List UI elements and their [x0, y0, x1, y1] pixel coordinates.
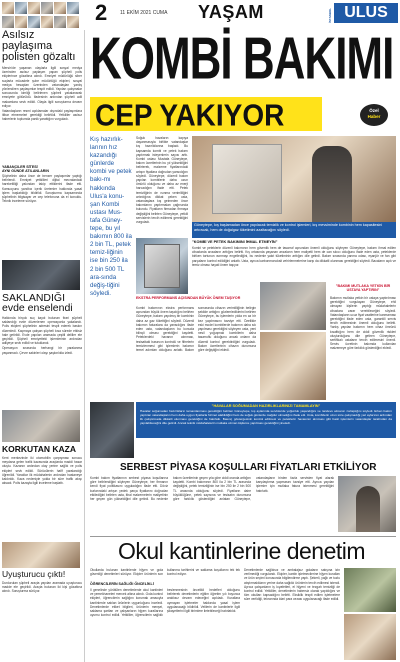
story1-subhead2: AYNI GÜNDE ATILANLARIN — [2, 169, 49, 173]
repair-photo — [260, 282, 326, 330]
usta-portrait-figure — [356, 486, 380, 532]
main-photo-figure — [312, 146, 352, 222]
header-thumb — [54, 16, 66, 28]
main-photo — [192, 136, 396, 222]
masthead-prefix: İSTANBUL — [328, 8, 332, 23]
main-article-col1: Soğuk havaların kapıya dayanmasıyla birlikte vatandaşlar kış hazırlıklarına başladı. Bu kapsamda kombi ve petek bakımı yaptırmak isteyenlerin sayısı arttı. Kombi ustası Mustafa Güneytepe, bakım ücretlerinin bu yıl yükseldiğini belirterek, malzeme fiyatlarındaki artışın fiyatlara doğrudan yansıdığını söyledi. Güneytepe, düzenli bakım yapılan kombilerin daha uzun ömürlü olduğunu ve daha az enerji harcadığını ifade etti. Petek temizliğinin de ısınma verimliliğini artırdığına dikkat çeken usta, vatandaşlara kış gelmeden önce bakımlarını yaptırmaları çağrısında bulundu. Fiyatların firmadan firmaya değiştiğini belirten Güneytepe, yetkili servislerin tercih edilmesi gerektiğini vurguladı. — [136, 136, 188, 225]
story3-photo — [2, 410, 80, 442]
story4-body: Durdurulan şüpheli araçta yapılan aramada uyuşturucu madde ele geçirildi. Araçta bulunan iki kişi gözaltına alındı. Soruşturma sürüyor. — [2, 581, 82, 594]
column-divider — [84, 30, 85, 662]
header-thumb — [67, 16, 79, 28]
story2-title: SAKLANDIĞI evde enselendi — [2, 292, 73, 314]
story3-body: Kent merkezinde iki otomobilin çarpışması sonucu meydana gelen trafik kazasında araçlarda maddi hasar oluştu. Kazanın ardından olay yerine sağlık ve polis ekipleri sevk edildi. Sürücülerin hafif yaralandığı öğrenildi. Yaralılar ilk müdahalenin ardından hastaneye kaldırıldı. Kaza nedeniyle yolda bir süre trafik akışı aksadı. Polis kazayla ilgili inceleme başlattı. — [2, 456, 82, 486]
story3-title: KORKUTAN KAZA — [2, 444, 76, 454]
sub4: "HAVALAR SOĞUMADAN HAZIRLIKLARINIZI TAMAMLAYIN" — [211, 404, 321, 408]
main-headline: KOMBİ BAKIMI — [90, 25, 394, 93]
usta-portrait-photo — [338, 476, 396, 532]
header-thumb — [67, 2, 79, 14]
canteen-photo-2 — [344, 614, 396, 660]
header-thumb — [2, 16, 14, 28]
masthead: ULUS — [344, 4, 388, 21]
header-thumb — [15, 2, 27, 14]
bottom-headline: Okul kantinlerine denetim — [118, 538, 366, 564]
section-title: YAŞAM — [198, 2, 264, 22]
header-thumb — [28, 2, 40, 14]
page-date: 11 EKİM 2021 CUMA — [120, 10, 168, 16]
sub3: "BAKIMI MUTLAKA YETKİN BİR USTAYA YAPTIRIN" — [335, 284, 391, 293]
sub4-body: Havalar soğumadan hazırlıkların tamamlanması gerektiğini belirten Güneytepe, kış aylarında servislerde yoğunluk yaşandığını ve randevu almanın zorlaştığını söyledi. Erken bakım yaptıran vatandaşların hem daha uygun fiyatlarla hizmet alabildiğini hem de soğuk günlerde mağdur olmadığını ifade etti. Usta, kombilerin uzun süre çalışmadığı yaz aylarının ardından ilk çalıştırmada dikkatli olunması gerektiğini de hatırlattı. Basınç göstergesinin kontrol edilmesi ve peteklerin havasının alınması gibi basit işlemlerin vatandaşlar tarafından da yapılabileceğini dile getirdi. Ancak teknik müdahalelerin mutlaka uzman kişilerce yapılması gerektiğini yineledi. — [140, 410, 392, 425]
main-photo-caption: Güneytepe, kış başlamadan önce yapılacak temizlik ve kontrol işlemleri, kış mevsiminde kombinin hem kapasitesini artıracak, hem de doğalgaz tüketimini azaltacağını söyledi. — [194, 223, 383, 232]
header-thumb — [28, 16, 40, 28]
story1-subhead1: YABANCILER SİTESİ — [2, 165, 38, 169]
story2-body: Hakkında birçok suç kaydı bulunan firari şüpheli saklandığı evde düzenlenen operasyonla yakalandı. Polis ekipleri şüphelinin adresini tespit ederek baskın düzenledi. Kaçmaya çalışan şüpheli kısa sürede etkisiz hale getirildi. Evde yapılan aramada çeşitli deliller ele geçirildi. Şüpheli emniyetteki işlemlerinin ardından adliyeye sevk edildi ve tutuklandı. Operasyon sırasında herhangi bir yaralanma yaşanmadı. Çevre sakinleri olayı şaşkınlıkla izledi. — [2, 316, 82, 355]
header-thumb — [54, 2, 66, 14]
boiler-photo-unit — [144, 244, 180, 288]
bottom-body-right: Denetimlerde sağlıksız ve ambalajsız gıdaların satışına izin verilmediği vurgulandı. Ekipler, kantin işletmecilerine hijyen kuralları ve ürün seçimi konusunda bilgilendirme yaptı. Şekerli, yağlı ve tuzlu atıştırmalıkların yerine daha sağlıklı ürünlerin tercih edilmesi istendi. Ayrıca çalışanların iş kıyafetleri, el hijyeni ve tezgah temizliği de kontrol edildi. Yetkililer, denetimlerin habersiz olarak yapıldığını ve tüm okulları kapsadığını belirtti. Eksiklik tespit edilen işletmelere süre verildiği, tekrarında idari para cezası uygulanacağı ifade edildi. — [244, 568, 340, 602]
main-article-col3: Kombi bakımının ekstra performans açısından büyük önem taşıdığını belirten Güneytepe, bakımı yapılmış bir kombinin daha az gaz tükettiğini söyledi. Düzenli bakımın faturalara da yansıdığını ifade eden usta, vatandaşların bu konuda bilinçli olması gerektiğini kaydetti. Peteklerdeki havanın alınması, tesisattaki basıncın kontrolü ve filtrelerin temizlenmesi gibi işlemlerin bakımın temel adımları olduğunu anlattı. Bakım sonrasında cihazın verimliliğinin belirgin şekilde arttığını gözlemlediklerini belirten Güneytepe, bu işlemlerin yılda en az bir kez yapılmasını tavsiye etti. Özellikle eski model kombilerde bakımın daha sık yapılması gerektiğini söyleyen usta, yeni nesil yoğuşmalı kombilerin daha tasarruflu olduğunu ancak onların da düzenli kontrol gerektirdiğini vurguladı. Bakım ücretlerinin cihazın durumuna göre değiştiğini ekledi. — [136, 306, 256, 353]
header-thumb — [15, 16, 27, 28]
sub1: "KOMBİ VE PETEK BAKIMINI İHMAL ETMEYİN" — [192, 240, 278, 244]
header-thumb — [41, 16, 53, 28]
bottom-divider — [90, 536, 396, 537]
boiler-photo — [136, 238, 188, 294]
canteen-photo-1 — [344, 568, 396, 612]
main-subheadline: CEP YAKIYOR — [95, 98, 285, 133]
header-thumb — [2, 2, 14, 14]
technician-photo — [260, 332, 326, 400]
story1-body2: Şüphelinin daha önce de benzer paylaşımlar yaptığı belirlendi. Emniyet yetkilileri dijital mecralardaki hareketliliği yakından takip ettiklerini ifade etti. Kamuoyunu yanıltıcı içerik üretenler hakkında yasal işlem başlatıldığı bildirildi. Soruşturma kapsamında şüphelinin bilgisayar ve cep telefonuna da el konuldu. Teknik inceleme sürüyor. — [2, 174, 82, 204]
story4-photo — [2, 542, 80, 568]
page-number: 2 — [95, 0, 108, 25]
left-column — [2, 30, 82, 662]
special-report-badge-line2: Haber — [367, 114, 381, 119]
main-article-col2: Kombi ve peteklerin düzenli bakımının hem güvenlik hem de tasarruf açısından önemli olduğunu söyleyen Güneytepe, bakımı ihmal edilen cihazlarda arızaların arttığını belirtti. Kış ortasında yaşanan arızaların hem maliyetli hem de can sıkıcı olduğunu ifade eden usta, peteklerde biriken tortunun ısınmayı engellediğini, bu nedenle yakıt tüketiminin arttığını dile getirdi. Bakım sırasında yanma odası, eşanjör ve fan gibi parçaların kontrol edildiğini anlattı. Usta, ayrıca karbonmonoksit zehirlenmelerine karşı da dikkatli olunması gerektiğini söyledi. Bacaların açık ve temiz olması hayati önem taşıyor. — [192, 246, 396, 267]
headline3: SERBEST PİYASA KOŞULLARI FİYATLARI ETKİLİYOR — [120, 462, 377, 473]
story2-photo — [2, 260, 80, 290]
bottom-body-main: İl genelinde yürütülen denetimlerde okul kantinleri ve yemekhaneleri mercek altına alındı. Gıda kontrol ekipleri, öğrencilerin sağlığını korumak amacıyla kantinlerde satılan ürünlerin uygunluğunu inceledi. Denetimlerde etiket bilgileri, ürünlerin menşei, saklama şartları ve çalışanların hijyen kurallarına uyumu kontrol edildi. Yetkililer, öğrencilerin sağlıklı beslenmesinin öncelikli hedefleri olduğunu belirterek denetimlerin eğitim öğretim yılı boyunca aralıksız devam edeceğini açıkladı. Kurallara uymayan işletmeler hakkında yasal işlem uygulanacağı bildirildi. Velilerin de kantinlerle ilgili şikayetlerini ilgili birimlere iletebileceği hatırlatıldı. — [90, 588, 240, 618]
special-report-badge-line1: Özel — [369, 108, 379, 113]
story1-title: Asılsız paylaşıma polisten gözaltı — [2, 29, 76, 63]
main-article-col4: Bakımın mutlaka yetkin bir ustaya yaptırılması gerektiğini vurgulayan Güneytepe, ehil olmayan kişilerin yaptığı müdahalelerin cihazlara zarar verebileceğini söyledi. Vatandaşların ucuz fiyat vaatlerine kanmaması gerektiğini ifade eden usta, garantili servis tercih edilmesinin önemli olduğunu belirtti. Yanlış yapılan bakımın hem cihaz ömrünü kısalttığını hem de ciddi güvenlik riskleri oluşturduğunu dile getiren Güneytepe, sertifikalı ustaların tercih edilmesini önerdi. Servis ücretinin bakımda kullanılan malzemeye göre farklılık gösterdiğini ekledi. — [330, 296, 396, 351]
sub2: EKSTRA PERFORMANS AÇISINDAN BÜYÜK ÖNEM TAŞIYOR — [136, 296, 241, 300]
story1-body: Mersin'de yaşanan olaylarla ilgili sosyal medya üzerinden asılsız paylaşım yapan şüpheli polis ekiplerince gözaltına alındı. Emniyet müdürlüğü siber suçlarla mücadele şube müdürlüğü ekipleri, sosyal medya hesapları üzerinden vatandaşları yanlış yönlendiren paylaşımlar tespit edildi. Yapılan çalışmalar sonucunda kimliği belirlenen şüpheli yakalanarak emniyete götürüldü. İfadesinin ardından şüpheli adli makamlara sevk edildi. Olayla ilgili soruşturma devam ediyor. Vatandaşların resmi açıklamalar dışındaki paylaşımlara itibar etmemeleri gerektiği belirtildi. Yetkililer asılsız haberlerin toplumda panik yarattığını vurguladı. — [2, 66, 82, 122]
main-dek: Kış hazırlık-larının hız kazandığı günlerde kombi ve petek bakı-mı hakkında Ulus'a konu-şan Kombi ustası Mus-tafa Güney-tepe, bu yıl bakımın 800 ila 2 bin TL, petek temiz-liğinin ise bin 250 ila 2 bin 500 TL ara-sında değiş-tiğini söyledi. — [90, 136, 132, 297]
serbest-body: Kombi bakım fiyatlarının serbest piyasa koşullarına göre belirlendiğini söyleyen Güneytepe, her firmanın kendi fiyat politikasını uyguladığını ifade etti. Döviz kurlarındaki artışın yedek parça fiyatlarını doğrudan etkilediğini belirten usta, ithal malzemelerin maliyetinin her geçen gün yükseldiğini dile getirdi. Bu nedenle bakım ücretlerinin geçen yıla göre ciddi oranda arttığını kaydetti. Kombi bakımının 800 ila 2 bin TL arasında değiştiğini, petek temizliğinin ise bin 250 ile 2 bin 500 TL arasında olduğunu söyledi. Fiyatların daire büyüklüğüne, petek sayısına ve tesisatın durumuna göre farklılık gösterdiğini anlatan Güneytepe, vatandaşların birden fazla servisten fiyat alarak karşılaştırma yapmasını tavsiye etti. Ayrıca yapılan işlemler için mutlaka fatura istenmesi gerektiğini hatırlattı. — [90, 476, 334, 502]
bottom-subhead: ÖĞRENCİLERİN SAĞLIĞI ÖNCELİKLİ — [90, 582, 154, 586]
story4-title: Uyuşturucu çıktı! — [2, 569, 66, 579]
gas-meter-photo — [90, 402, 134, 458]
header-photo-strip — [2, 2, 80, 28]
bottom-body-left: Okullarda bulunan kantinlerde hijyen ve gıda güvenliği denetimleri sürüyor. Ekipler ürünlerin son kullanma tarihlerini ve saklama koşullarını tek tek kontrol ediyor. — [90, 568, 240, 577]
header-thumb — [41, 2, 53, 14]
main-photo-boiler — [212, 144, 282, 214]
